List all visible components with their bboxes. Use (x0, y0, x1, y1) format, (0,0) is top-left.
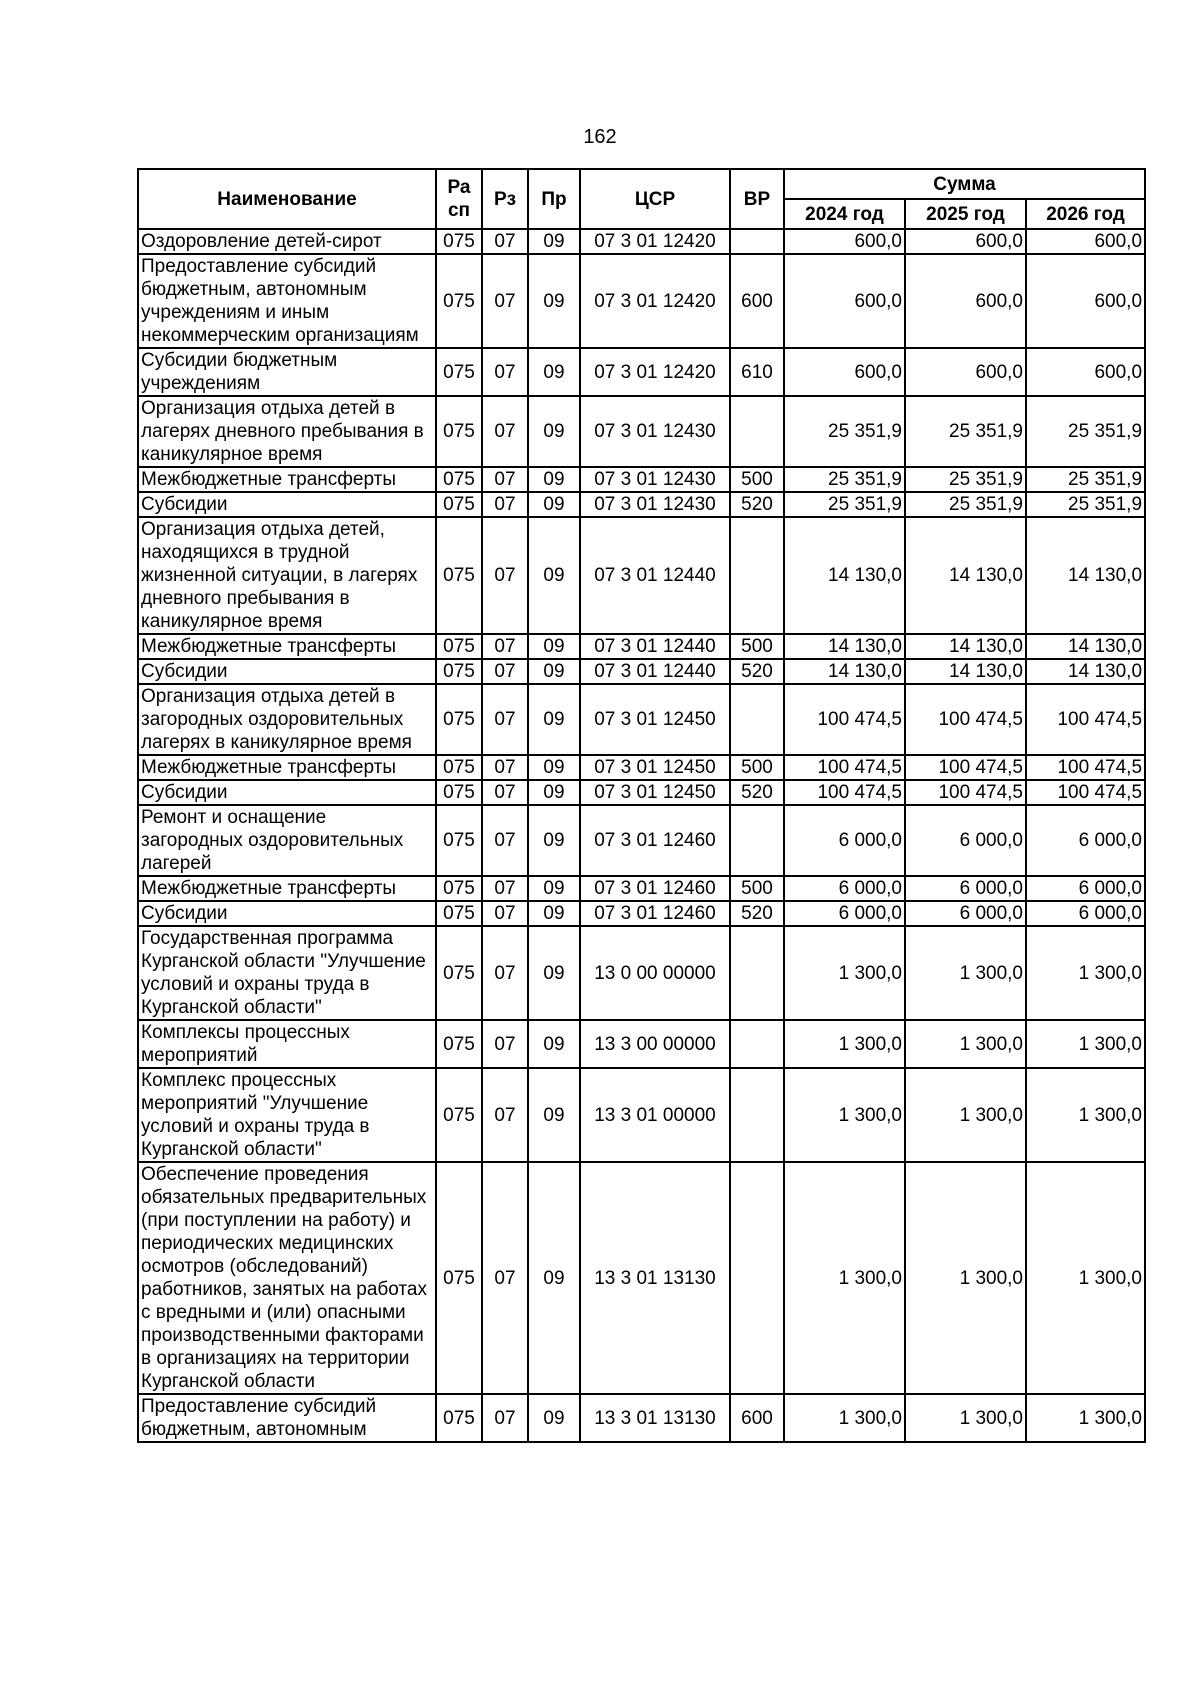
cell-rasp: 075 (436, 1020, 482, 1068)
table-row (138, 634, 1145, 659)
cell-csr: 07 3 01 12430 (580, 396, 730, 467)
cell-csr: 07 3 01 12460 (580, 901, 730, 926)
header-rz: Рз (482, 169, 528, 229)
cell-pr: 09 (528, 901, 580, 926)
cell-vr: 520 (730, 901, 784, 926)
header-sum: Сумма (784, 169, 1145, 199)
cell-sum-2025: 25 351,9 (905, 492, 1026, 517)
page-number: 162 (583, 126, 617, 148)
cell-pr: 09 (528, 755, 580, 780)
cell-pr: 09 (528, 254, 580, 348)
table-row (138, 780, 1145, 805)
cell-csr: 07 3 01 12460 (580, 805, 730, 876)
cell-rz: 07 (482, 229, 528, 254)
cell-rasp: 075 (436, 1162, 482, 1394)
table-row (138, 1068, 1145, 1162)
cell-vr: 500 (730, 634, 784, 659)
cell-rz: 07 (482, 467, 528, 492)
cell-rasp: 075 (436, 780, 482, 805)
header-pr: Пр (528, 169, 580, 229)
table-row (138, 1020, 1145, 1068)
cell-vr (730, 1162, 784, 1394)
cell-sum-2024: 100 474,5 (784, 755, 905, 780)
cell-rz: 07 (482, 684, 528, 755)
table-row (138, 684, 1145, 755)
cell-sum-2024: 600,0 (784, 229, 905, 254)
cell-rasp: 075 (436, 1068, 482, 1162)
cell-rz: 07 (482, 254, 528, 348)
cell-pr: 09 (528, 805, 580, 876)
cell-name: Субсидии (138, 659, 436, 684)
cell-sum-2024: 100 474,5 (784, 780, 905, 805)
cell-rasp: 075 (436, 684, 482, 755)
cell-pr: 09 (528, 634, 580, 659)
cell-name: Межбюджетные трансферты (138, 467, 436, 492)
table-row (138, 492, 1145, 517)
cell-csr: 07 3 01 12450 (580, 684, 730, 755)
cell-csr: 07 3 01 12420 (580, 348, 730, 396)
cell-sum-2024: 1 300,0 (784, 1020, 905, 1068)
cell-sum-2025: 1 300,0 (905, 1162, 1026, 1394)
cell-rasp: 075 (436, 1394, 482, 1442)
cell-rz: 07 (482, 517, 528, 634)
cell-sum-2024: 14 130,0 (784, 634, 905, 659)
cell-name: Межбюджетные трансферты (138, 876, 436, 901)
header-row-1 (138, 169, 1145, 199)
cell-vr (730, 926, 784, 1020)
cell-sum-2026: 1 300,0 (1026, 926, 1145, 1020)
cell-sum-2026: 6 000,0 (1026, 805, 1145, 876)
cell-csr: 07 3 01 12440 (580, 634, 730, 659)
cell-name: Субсидии (138, 492, 436, 517)
cell-sum-2024: 14 130,0 (784, 517, 905, 634)
cell-sum-2025: 14 130,0 (905, 634, 1026, 659)
budget-table (137, 168, 1146, 1443)
cell-pr: 09 (528, 1162, 580, 1394)
header-year-2024: 2024 год (784, 199, 905, 229)
cell-pr: 09 (528, 780, 580, 805)
cell-sum-2025: 1 300,0 (905, 1020, 1026, 1068)
cell-vr: 500 (730, 467, 784, 492)
cell-sum-2026: 14 130,0 (1026, 659, 1145, 684)
cell-sum-2024: 25 351,9 (784, 492, 905, 517)
cell-name: Предоставление субсидий бюджетным, автономным учреждениям и иным некоммерческим организациям (138, 254, 436, 348)
cell-csr: 13 3 01 13130 (580, 1162, 730, 1394)
table-row (138, 805, 1145, 876)
cell-rasp: 075 (436, 901, 482, 926)
cell-vr (730, 229, 784, 254)
cell-pr: 09 (528, 348, 580, 396)
table-row (138, 876, 1145, 901)
cell-name: Организация отдыха детей, находящихся в трудной жизненной ситуации, в лагерях дневного пребывания в каникулярное время (138, 517, 436, 634)
cell-rasp: 075 (436, 492, 482, 517)
cell-rasp: 075 (436, 659, 482, 684)
cell-sum-2026: 100 474,5 (1026, 755, 1145, 780)
cell-sum-2025: 1 300,0 (905, 1394, 1026, 1442)
cell-csr: 07 3 01 12420 (580, 229, 730, 254)
cell-vr: 610 (730, 348, 784, 396)
header-year-2026: 2026 год (1026, 199, 1145, 229)
cell-sum-2025: 600,0 (905, 254, 1026, 348)
cell-pr: 09 (528, 926, 580, 1020)
cell-name: Организация отдыха детей в лагерях дневного пребывания в каникулярное время (138, 396, 436, 467)
cell-sum-2026: 25 351,9 (1026, 492, 1145, 517)
cell-name: Межбюджетные трансферты (138, 755, 436, 780)
cell-sum-2024: 14 130,0 (784, 659, 905, 684)
cell-vr: 520 (730, 780, 784, 805)
cell-sum-2025: 25 351,9 (905, 396, 1026, 467)
cell-rz: 07 (482, 492, 528, 517)
cell-pr: 09 (528, 684, 580, 755)
header-year-2025: 2025 год (905, 199, 1026, 229)
table-row (138, 348, 1145, 396)
cell-sum-2025: 600,0 (905, 229, 1026, 254)
cell-sum-2025: 6 000,0 (905, 876, 1026, 901)
cell-name: Комплексы процессных мероприятий (138, 1020, 436, 1068)
cell-sum-2024: 25 351,9 (784, 396, 905, 467)
cell-sum-2025: 600,0 (905, 348, 1026, 396)
cell-sum-2026: 600,0 (1026, 348, 1145, 396)
cell-vr (730, 1020, 784, 1068)
cell-sum-2026: 600,0 (1026, 254, 1145, 348)
cell-csr: 07 3 01 12450 (580, 780, 730, 805)
cell-vr (730, 805, 784, 876)
cell-rasp: 075 (436, 229, 482, 254)
table-row (138, 755, 1145, 780)
cell-rz: 07 (482, 780, 528, 805)
cell-rz: 07 (482, 1068, 528, 1162)
cell-sum-2025: 14 130,0 (905, 659, 1026, 684)
cell-rasp: 075 (436, 876, 482, 901)
cell-sum-2025: 1 300,0 (905, 1068, 1026, 1162)
cell-sum-2026: 1 300,0 (1026, 1162, 1145, 1394)
cell-rz: 07 (482, 901, 528, 926)
cell-csr: 13 3 01 13130 (580, 1394, 730, 1442)
header-rasp-bottom: сп (447, 200, 471, 221)
cell-name: Государственная программа Курганской области "Улучшение условий и охраны труда в Курганской области" (138, 926, 436, 1020)
cell-pr: 09 (528, 467, 580, 492)
cell-rz: 07 (482, 876, 528, 901)
cell-sum-2026: 25 351,9 (1026, 467, 1145, 492)
table-row (138, 901, 1145, 926)
cell-pr: 09 (528, 396, 580, 467)
cell-sum-2025: 25 351,9 (905, 467, 1026, 492)
cell-pr: 09 (528, 229, 580, 254)
cell-sum-2025: 6 000,0 (905, 805, 1026, 876)
cell-sum-2026: 100 474,5 (1026, 780, 1145, 805)
cell-rz: 07 (482, 805, 528, 876)
header-rasp-top: Ра (447, 177, 471, 198)
cell-pr: 09 (528, 517, 580, 634)
header-csr: ЦСР (580, 169, 730, 229)
cell-vr (730, 517, 784, 634)
cell-rasp: 075 (436, 926, 482, 1020)
cell-rasp: 075 (436, 517, 482, 634)
cell-sum-2024: 6 000,0 (784, 901, 905, 926)
cell-rz: 07 (482, 1162, 528, 1394)
cell-pr: 09 (528, 1394, 580, 1442)
cell-vr (730, 396, 784, 467)
cell-rz: 07 (482, 1020, 528, 1068)
cell-vr (730, 684, 784, 755)
cell-sum-2026: 600,0 (1026, 229, 1145, 254)
table-row (138, 1162, 1145, 1394)
cell-vr: 600 (730, 254, 784, 348)
cell-name: Ремонт и оснащение загородных оздоровительных лагерей (138, 805, 436, 876)
header-vr: ВР (730, 169, 784, 229)
cell-sum-2024: 1 300,0 (784, 1162, 905, 1394)
cell-pr: 09 (528, 1020, 580, 1068)
cell-csr: 07 3 01 12420 (580, 254, 730, 348)
cell-name: Межбюджетные трансферты (138, 634, 436, 659)
cell-pr: 09 (528, 492, 580, 517)
cell-sum-2026: 1 300,0 (1026, 1068, 1145, 1162)
cell-vr: 500 (730, 755, 784, 780)
cell-sum-2025: 6 000,0 (905, 901, 1026, 926)
cell-sum-2024: 600,0 (784, 254, 905, 348)
cell-csr: 07 3 01 12440 (580, 659, 730, 684)
cell-csr: 07 3 01 12440 (580, 517, 730, 634)
table-row (138, 1394, 1145, 1442)
cell-name: Оздоровление детей-сирот (138, 229, 436, 254)
cell-name: Субсидии (138, 901, 436, 926)
cell-sum-2026: 25 351,9 (1026, 396, 1145, 467)
cell-sum-2024: 600,0 (784, 348, 905, 396)
cell-sum-2026: 14 130,0 (1026, 517, 1145, 634)
cell-name: Организация отдыха детей в загородных оздоровительных лагерях в каникулярное время (138, 684, 436, 755)
cell-sum-2026: 6 000,0 (1026, 876, 1145, 901)
table-row (138, 254, 1145, 348)
cell-name: Обеспечение проведения обязательных предварительных (при поступлении на работу) и периодических медицинских осмотров (обследований) работников, занятых на работах с вредными и (или) опасными производственными факторами в организациях на территории Курганской области (138, 1162, 436, 1394)
cell-sum-2025: 14 130,0 (905, 517, 1026, 634)
cell-sum-2026: 1 300,0 (1026, 1020, 1145, 1068)
cell-sum-2025: 100 474,5 (905, 780, 1026, 805)
cell-csr: 07 3 01 12460 (580, 876, 730, 901)
cell-sum-2024: 6 000,0 (784, 805, 905, 876)
cell-rasp: 075 (436, 805, 482, 876)
cell-csr: 07 3 01 12450 (580, 755, 730, 780)
cell-pr: 09 (528, 876, 580, 901)
cell-sum-2024: 25 351,9 (784, 467, 905, 492)
cell-rasp: 075 (436, 634, 482, 659)
cell-rasp: 075 (436, 467, 482, 492)
cell-rz: 07 (482, 348, 528, 396)
cell-csr: 13 0 00 00000 (580, 926, 730, 1020)
cell-rz: 07 (482, 755, 528, 780)
cell-sum-2025: 100 474,5 (905, 755, 1026, 780)
cell-vr: 520 (730, 659, 784, 684)
header-name: Наименование (138, 169, 436, 229)
table-row (138, 926, 1145, 1020)
table-row (138, 229, 1145, 254)
table-row (138, 467, 1145, 492)
cell-sum-2024: 1 300,0 (784, 1394, 905, 1442)
cell-rz: 07 (482, 659, 528, 684)
cell-name: Предоставление субсидий бюджетным, автономным (138, 1394, 436, 1442)
cell-rasp: 075 (436, 348, 482, 396)
cell-name: Субсидии (138, 780, 436, 805)
table-row (138, 517, 1145, 634)
cell-sum-2026: 100 474,5 (1026, 684, 1145, 755)
cell-rz: 07 (482, 634, 528, 659)
cell-sum-2024: 6 000,0 (784, 876, 905, 901)
cell-rz: 07 (482, 396, 528, 467)
cell-sum-2024: 1 300,0 (784, 926, 905, 1020)
cell-csr: 07 3 01 12430 (580, 492, 730, 517)
cell-rasp: 075 (436, 755, 482, 780)
cell-sum-2026: 1 300,0 (1026, 1394, 1145, 1442)
table-row (138, 396, 1145, 467)
cell-vr (730, 1068, 784, 1162)
cell-csr: 13 3 01 00000 (580, 1068, 730, 1162)
table-body (138, 229, 1145, 1442)
cell-sum-2026: 14 130,0 (1026, 634, 1145, 659)
cell-csr: 13 3 00 00000 (580, 1020, 730, 1068)
cell-rz: 07 (482, 1394, 528, 1442)
cell-pr: 09 (528, 659, 580, 684)
cell-sum-2025: 1 300,0 (905, 926, 1026, 1020)
cell-name: Субсидии бюджетным учреждениям (138, 348, 436, 396)
cell-csr: 07 3 01 12430 (580, 467, 730, 492)
cell-rasp: 075 (436, 396, 482, 467)
cell-vr: 500 (730, 876, 784, 901)
cell-sum-2024: 100 474,5 (784, 684, 905, 755)
cell-rz: 07 (482, 926, 528, 1020)
cell-sum-2026: 6 000,0 (1026, 901, 1145, 926)
cell-sum-2024: 1 300,0 (784, 1068, 905, 1162)
cell-vr: 520 (730, 492, 784, 517)
cell-name: Комплекс процессных мероприятий "Улучшение условий и охраны труда в Курганской области" (138, 1068, 436, 1162)
cell-vr: 600 (730, 1394, 784, 1442)
cell-sum-2025: 100 474,5 (905, 684, 1026, 755)
cell-pr: 09 (528, 1068, 580, 1162)
header-rasp (436, 169, 482, 229)
table-row (138, 659, 1145, 684)
cell-rasp: 075 (436, 254, 482, 348)
